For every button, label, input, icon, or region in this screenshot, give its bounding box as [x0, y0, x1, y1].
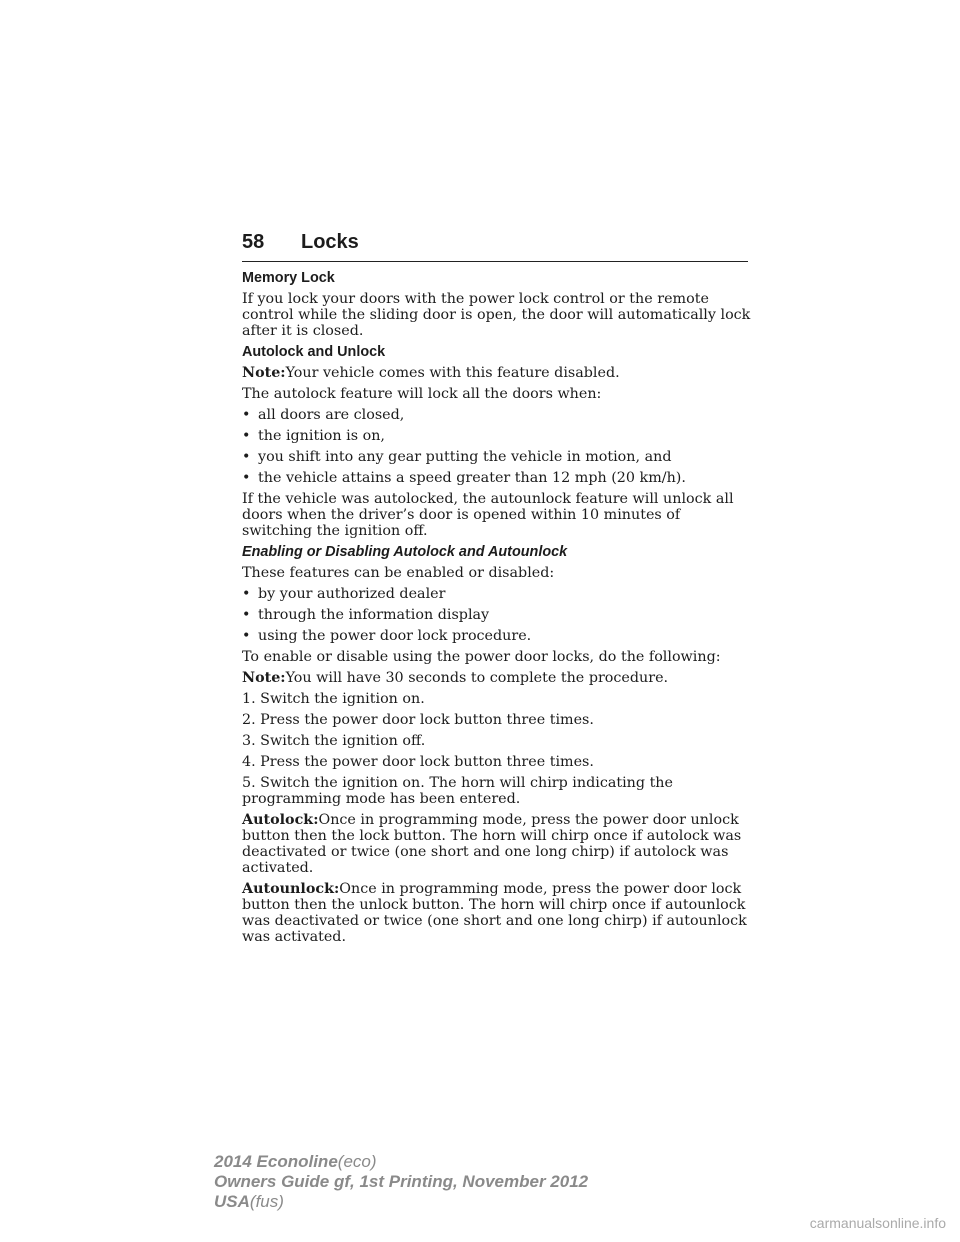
- procedure-step: 4. Press the power door lock button three times.: [242, 754, 594, 770]
- autolock-instruction: [242, 812, 752, 876]
- footer-market: USA: [214, 1192, 250, 1211]
- memory-lock-body: If you lock your doors with the power lock control or the remote control while the sliding door is open, the door will automatically lock after it is closed.: [242, 291, 751, 339]
- bullet-icon: •: [242, 586, 251, 602]
- bullet-icon: •: [242, 470, 251, 486]
- procedure-step: 5. Switch the ignition on. The horn will chirp indicating the programming mode has been entered.: [242, 775, 673, 807]
- page-header: [242, 228, 748, 262]
- list-item-text: the ignition is on,: [258, 428, 385, 444]
- list-item-text: by your authorized dealer: [258, 586, 446, 602]
- list-item: [242, 428, 752, 444]
- page-content: [242, 264, 752, 950]
- footer-model-line: [214, 1152, 588, 1172]
- autounlock-instruction: [242, 881, 752, 945]
- autolock-note: [242, 365, 752, 381]
- procedure-step: 1. Switch the ignition on.: [242, 691, 425, 707]
- memory-lock-heading: Memory Lock: [242, 270, 335, 286]
- procedure-note: [242, 670, 752, 686]
- autounlock-label: Autounlock:: [242, 881, 340, 897]
- bullet-icon: •: [242, 628, 251, 644]
- autolock-intro: The autolock feature will lock all the doors when:: [242, 386, 602, 402]
- note-text: You will have 30 seconds to complete the procedure.: [285, 670, 669, 686]
- autolock-instruction-text: Once in programming mode, press the power door unlock button then the lock button. The horn will chirp once if autolock was deactivated or twice (one short and one long chirp) if autolock was activated.: [242, 812, 742, 876]
- list-item: [242, 470, 752, 486]
- bullet-icon: •: [242, 449, 251, 465]
- footer-market-code: (fus): [249, 1192, 284, 1211]
- procedure-step: 3. Switch the ignition off.: [242, 733, 426, 749]
- footer-model: 2014 Econoline: [214, 1152, 338, 1171]
- page-footer: [214, 1152, 588, 1212]
- list-item-text: you shift into any gear putting the vehicle in motion, and: [258, 449, 672, 465]
- procedure-step: 2. Press the power door lock button three times.: [242, 712, 594, 728]
- note-text: Your vehicle comes with this feature disabled.: [285, 365, 620, 381]
- bullet-icon: •: [242, 407, 251, 423]
- list-item-text: the vehicle attains a speed greater than 12 mph (20 km/h).: [258, 470, 686, 486]
- note-label: Note:: [242, 670, 286, 686]
- autounlock-description: If the vehicle was autolocked, the autounlock feature will unlock all doors when the driver’s door is opened within 10 minutes of switching the ignition off.: [242, 491, 734, 539]
- autolock-heading: Autolock and Unlock: [242, 344, 386, 360]
- list-item-text: using the power door lock procedure.: [258, 628, 532, 644]
- procedure-intro: To enable or disable using the power door locks, do the following:: [242, 649, 721, 665]
- list-item: [242, 607, 752, 623]
- bullet-icon: •: [242, 428, 251, 444]
- footer-printing: Owners Guide gf, 1st Printing, November 2012: [214, 1172, 589, 1191]
- section-title: Locks: [301, 231, 359, 253]
- list-item-text: all doors are closed,: [258, 407, 405, 423]
- note-label: Note:: [242, 365, 286, 381]
- watermark-text: carmanualsonline.info: [809, 1215, 946, 1231]
- list-item: [242, 628, 752, 644]
- footer-model-code: (eco): [337, 1152, 377, 1171]
- list-item: [242, 449, 752, 465]
- enable-intro: These features can be enabled or disabled:: [242, 565, 555, 581]
- footer-market-line: [214, 1192, 588, 1212]
- autolock-label: Autolock:: [242, 812, 319, 828]
- enable-disable-heading: Enabling or Disabling Autolock and Autounlock: [242, 544, 568, 560]
- list-item: [242, 407, 752, 423]
- list-item: [242, 586, 752, 602]
- autounlock-instruction-text: Once in programming mode, press the power door lock button then the unlock button. The horn will chirp once if autounlock was deactivated or twice (one short and one long chirp) if autounlock was activated.: [242, 881, 747, 945]
- list-item-text: through the information display: [258, 607, 490, 623]
- bullet-icon: •: [242, 607, 251, 623]
- page-number: 58: [242, 231, 265, 253]
